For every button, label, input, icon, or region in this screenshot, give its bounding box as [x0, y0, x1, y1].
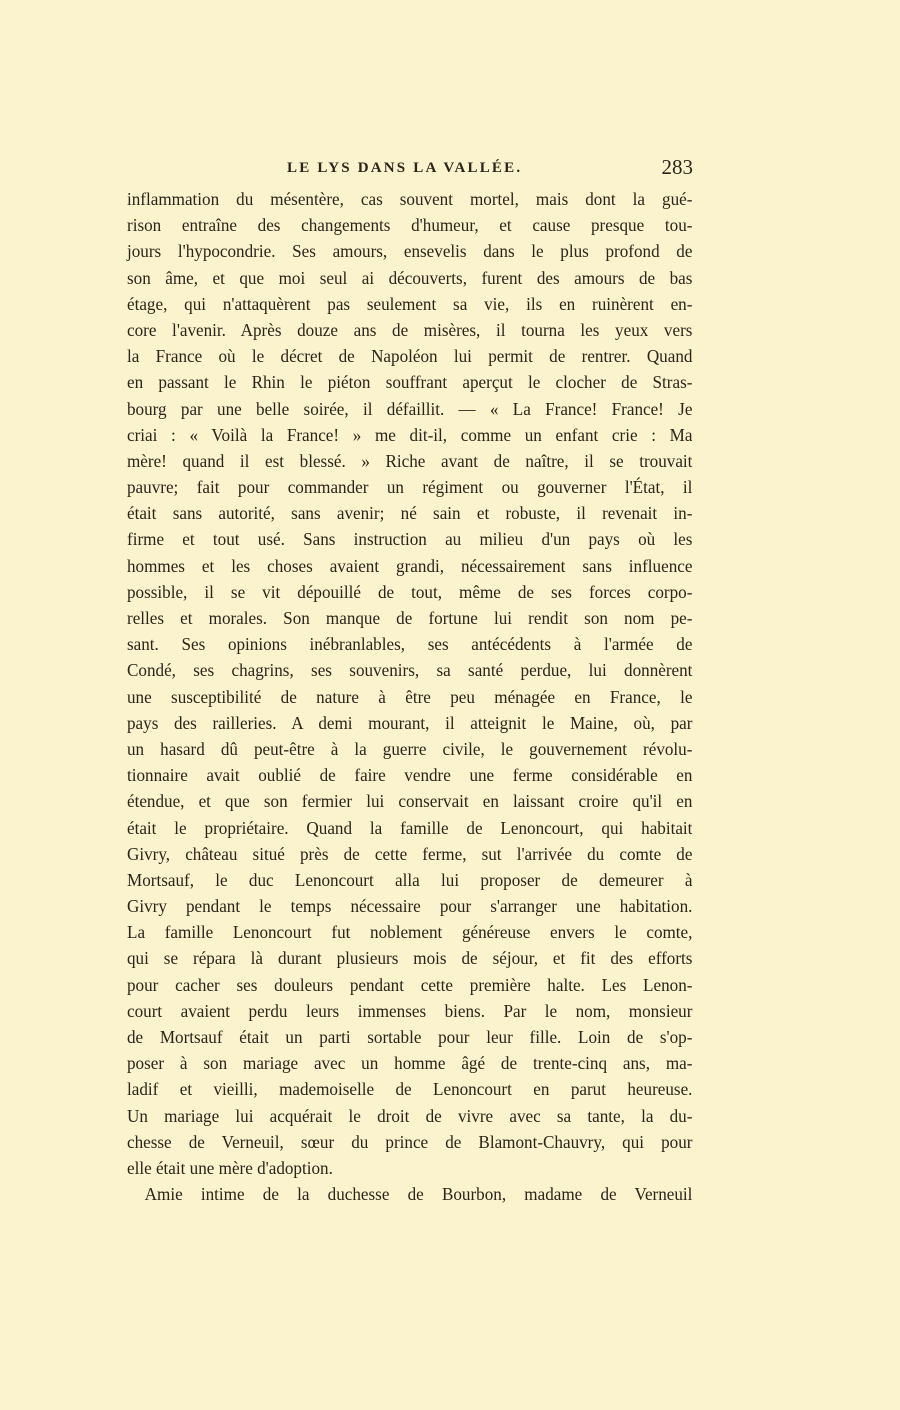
text-line: mère! quand il est blessé. » Riche avant de naître, il se trouvait	[127, 450, 693, 471]
text-line: Amie intime de la duchesse de Bourbon, madame de Verneuil	[144, 1184, 693, 1205]
text-line: poser à son mariage avec un homme âgé de trente-cinq ans, ma-	[127, 1053, 693, 1074]
text-line: court avaient perdu leurs immenses biens. Par le nom, monsieur	[127, 1000, 693, 1021]
text-line: inflammation du mésentère, cas souvent mortel, mais dont la gué-	[127, 189, 693, 209]
paragraph	[127, 1181, 693, 1207]
text-line: chesse de Verneuil, sœur du prince de Blamont-Chauvry, qui pour	[127, 1131, 693, 1152]
page-number: 283	[661, 155, 693, 179]
text-line: rison entraîne des changements d'humeur, et cause presque tou-	[127, 215, 693, 236]
text-line: son âme, et que moi seul ai découverts, furent des amours de bas	[127, 267, 693, 288]
text-line: hommes et les choses avaient grandi, nécessairement sans influence	[127, 555, 693, 576]
text-line: Condé, ses chagrins, ses souvenirs, sa santé perdue, lui donnèrent	[127, 660, 693, 681]
text-line: était sans autorité, sans avenir; né sain et robuste, il revenait in-	[127, 503, 693, 524]
running-header	[127, 155, 693, 184]
text-line: elle était une mère d'adoption.	[127, 1157, 333, 1178]
text-line: firme et tout usé. Sans instruction au milieu d'un pays où les	[127, 529, 693, 550]
text-line: qui se répara là durant plusieurs mois de séjour, et fit des efforts	[127, 948, 693, 969]
text-line: était le propriétaire. Quand la famille de Lenoncourt, qui habitait	[127, 817, 693, 838]
text-line: étage, qui n'attaquèrent pas seulement sa vie, ils en ruinèrent en-	[127, 293, 693, 314]
text-line: un hasard dû peut-être à la guerre civile, le gouvernement révolu-	[127, 738, 693, 759]
text-line: la France où le décret de Napoléon lui permit de rentrer. Quand	[127, 346, 693, 367]
text-line: Mortsauf, le duc Lenoncourt alla lui proposer de demeurer à	[127, 869, 693, 890]
text-line: possible, il se vit dépouillé de tout, même de ses forces corpo-	[127, 581, 693, 602]
text-line: jours l'hypocondrie. Ses amours, ensevelis dans le plus profond de	[127, 241, 693, 262]
page-body-text	[127, 186, 693, 1207]
text-line: La famille Lenoncourt fut noblement généreuse envers le comte,	[127, 922, 693, 943]
text-line: relles et morales. Son manque de fortune lui rendit son nom pe-	[127, 608, 693, 628]
text-line: une susceptibilité de nature à être peu ménagée en France, le	[127, 686, 693, 707]
text-line: pays des railleries. A demi mourant, il atteignit le Maine, où, par	[127, 712, 693, 733]
text-line: sant. Ses opinions inébranlables, ses antécédents à l'armée de	[127, 634, 693, 655]
text-line: pauvre; fait pour commander un régiment ou gouverner l'État, il	[127, 477, 693, 498]
text-line: Givry pendant le temps nécessaire pour s'arranger une habitation.	[127, 896, 693, 917]
text-line: criai : « Voilà la France! » me dit-il, comme un enfant crie : Ma	[127, 424, 693, 445]
text-line: de Mortsauf était un parti sortable pour leur fille. Loin de s'op-	[127, 1027, 693, 1047]
text-line: Givry, château situé près de cette ferme, sut l'arrivée du comte de	[127, 843, 693, 864]
text-line: tionnaire avait oublié de faire vendre une ferme considérable en	[127, 765, 693, 786]
paragraph	[127, 186, 693, 1181]
text-line: Un mariage lui acquérait le droit de vivre avec sa tante, la du-	[127, 1105, 693, 1126]
text-line: ladif et vieilli, mademoiselle de Lenoncourt en parut heureuse.	[127, 1079, 693, 1100]
text-line: en passant le Rhin le piéton souffrant aperçut le clocher de Stras-	[127, 372, 693, 393]
text-line: core l'avenir. Après douze ans de misères, il tourna les yeux vers	[127, 319, 693, 340]
text-line: étendue, et que son fermier lui conservait en laissant croire qu'il en	[127, 791, 693, 812]
text-line: pour cacher ses douleurs pendant cette première halte. Les Lenon-	[127, 974, 693, 995]
text-line: bourg par une belle soirée, il défaillit. — « La France! France! Je	[127, 398, 693, 419]
running-title: LE LYS DANS LA VALLÉE.	[287, 160, 523, 176]
